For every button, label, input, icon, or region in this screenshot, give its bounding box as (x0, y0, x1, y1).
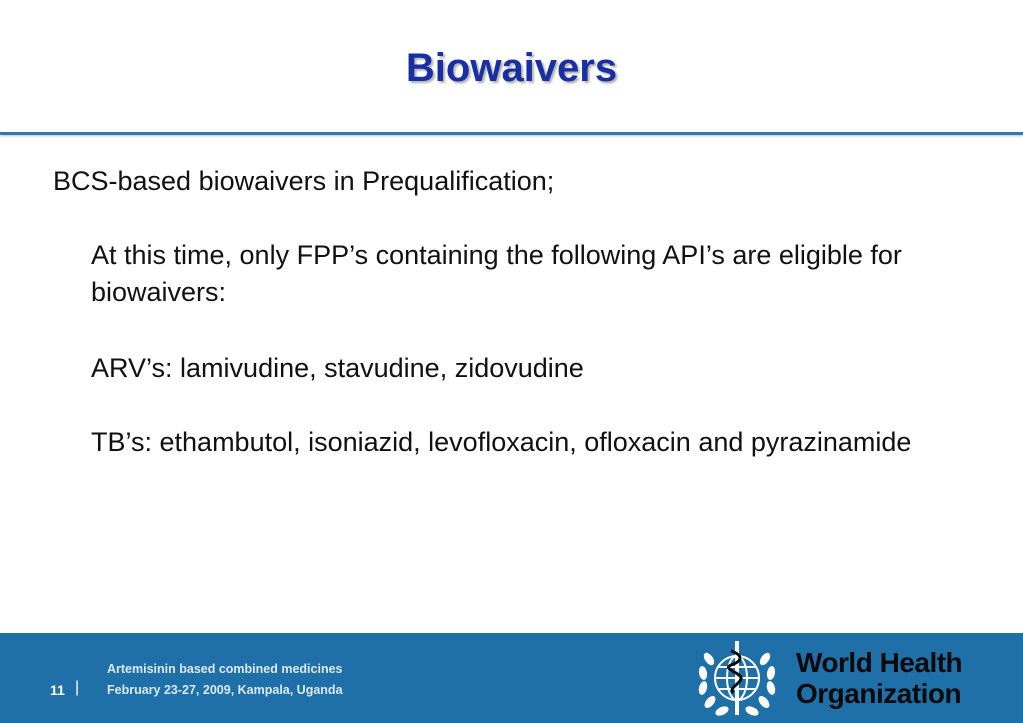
title-divider (0, 132, 1023, 135)
page-number: 11 (50, 682, 65, 698)
who-emblem-icon (695, 637, 779, 719)
who-name-line-1: World Health (796, 647, 963, 678)
body-heading: BCS-based biowaivers in Prequalification; (53, 166, 555, 196)
page-number-separator: | (75, 679, 80, 696)
footer-event-name: Artemisinin based combined medicines (107, 662, 343, 676)
slide-footer (0, 633, 1023, 723)
slide-title: Biowaivers (405, 46, 618, 90)
body-item-eligibility: At this time, only FPP’s containing the following API’s are eligible for biowaivers: (91, 240, 902, 307)
who-name-line-2: Organization (796, 678, 962, 709)
body-item-arvs: ARV’s: lamivudine, stavudine, zidovudine (91, 353, 584, 383)
footer-event-date-location: February 23-27, 2009, Kampala, Uganda (107, 683, 343, 697)
body-item-tbs: TB’s: ethambutol, isoniazid, levofloxacin, ofloxacin and pyrazinamide (91, 427, 912, 457)
